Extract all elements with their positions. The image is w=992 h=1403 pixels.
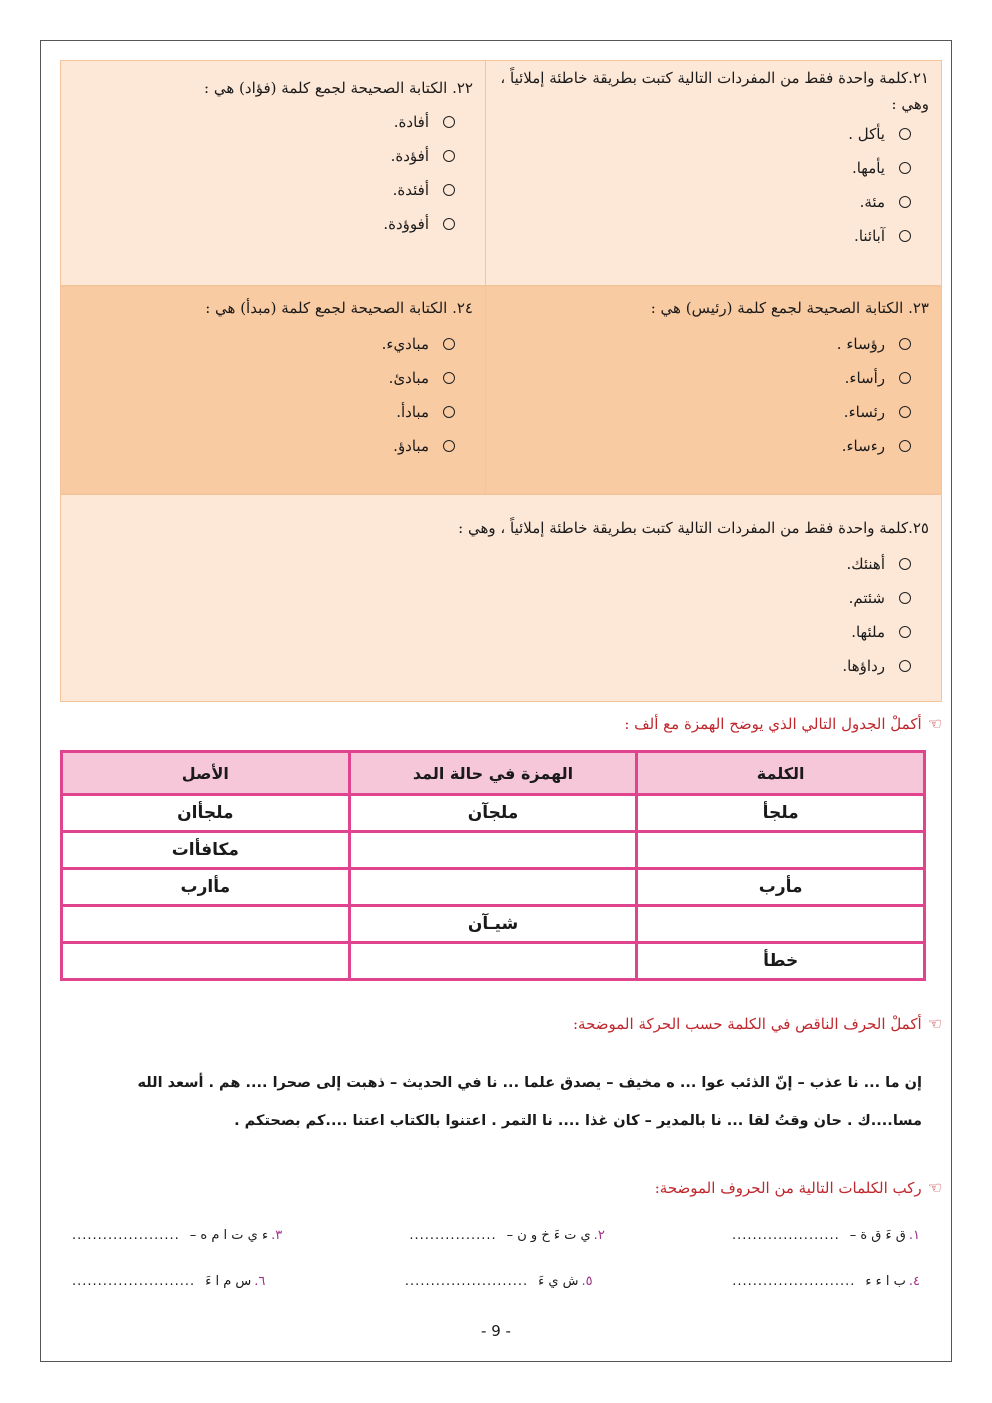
compose-instruction: ☜ ركب الكلمات التالية من الحروف الموضحة: bbox=[654, 1178, 942, 1197]
radio-icon[interactable] bbox=[899, 592, 911, 604]
table-cell[interactable]: مكافأات bbox=[62, 832, 350, 869]
option[interactable]: أهنئك. bbox=[61, 547, 941, 581]
missing-letter-line-1: إن ما ... نا عذب – إنّ الذئب عوا ... ه مخيف – يصدق علما ... نا في الحديث – ذهبت إلى صحرا .... هم . أسعد الله bbox=[137, 1075, 922, 1091]
radio-icon[interactable] bbox=[443, 338, 455, 350]
hamza-table bbox=[60, 750, 926, 981]
compose-item[interactable]: ٦. س م ا ءَ ........................ bbox=[72, 1274, 266, 1289]
pointing-hand-icon: ☜ bbox=[927, 1014, 942, 1033]
question-21-text: ٢١.كلمة واحدة فقط من المفردات التالية كتبت بطريقة خاطئة إملائياً ، وهي : bbox=[500, 69, 929, 113]
radio-icon[interactable] bbox=[899, 660, 911, 672]
radio-icon[interactable] bbox=[443, 406, 455, 418]
radio-icon[interactable] bbox=[443, 218, 455, 230]
option[interactable]: أفئدة. bbox=[61, 173, 485, 207]
table-cell[interactable]: مأرب bbox=[637, 869, 925, 906]
option[interactable]: مئة. bbox=[486, 185, 941, 219]
question-23-text: ٢٣. الكتابة الصحيحة لجمع كلمة (رئيس) هي : bbox=[650, 299, 929, 317]
option[interactable]: يأمها. bbox=[486, 151, 941, 185]
table-cell[interactable]: خطأ bbox=[637, 943, 925, 980]
radio-icon[interactable] bbox=[899, 230, 911, 242]
option[interactable]: أفؤدة. bbox=[61, 139, 485, 173]
compose-item[interactable]: ٤. ب ا ء ء ........................ bbox=[732, 1274, 920, 1289]
table-cell[interactable] bbox=[637, 832, 925, 869]
pointing-hand-icon: ☜ bbox=[927, 1178, 942, 1197]
option[interactable]: أفوؤدة. bbox=[61, 207, 485, 241]
radio-icon[interactable] bbox=[899, 196, 911, 208]
radio-icon[interactable] bbox=[443, 372, 455, 384]
radio-icon[interactable] bbox=[899, 338, 911, 350]
table-cell[interactable] bbox=[637, 906, 925, 943]
question-25 bbox=[61, 495, 941, 701]
option[interactable]: رداؤها. bbox=[61, 649, 941, 683]
table-instruction: ☜ أكملْ الجدول التالي الذي يوضح الهمزة مع ألف : bbox=[624, 714, 942, 733]
table-cell[interactable]: ملجآن bbox=[349, 795, 637, 832]
compose-item[interactable]: ٣. ء ي ت ا م ه – ..................... bbox=[72, 1228, 283, 1243]
option[interactable]: أفادة. bbox=[61, 105, 485, 139]
option[interactable]: مبادئ. bbox=[61, 361, 485, 395]
option[interactable]: مبادأ. bbox=[61, 395, 485, 429]
radio-icon[interactable] bbox=[443, 184, 455, 196]
question-22 bbox=[61, 61, 486, 285]
missing-letter-line-2: مسا....ك . حان وقتُ لقا ... نا بالمدير – كان غذا .... نا التمر . اعتنوا بالكتاب اعتنا ....كم بصحتكم . bbox=[234, 1113, 922, 1129]
question-24-text: ٢٤. الكتابة الصحيحة لجمع كلمة (مبدأ) هي : bbox=[205, 299, 473, 317]
page-number: - 9 - bbox=[481, 1322, 511, 1340]
option[interactable]: ملئها. bbox=[61, 615, 941, 649]
option[interactable]: رأساء. bbox=[486, 361, 941, 395]
table-row bbox=[62, 795, 925, 832]
table-cell[interactable]: ملجأ bbox=[637, 795, 925, 832]
option[interactable]: آبائنا. bbox=[486, 219, 941, 253]
table-cell[interactable] bbox=[349, 832, 637, 869]
option[interactable]: رؤساء . bbox=[486, 327, 941, 361]
option[interactable]: مبادؤ. bbox=[61, 429, 485, 463]
question-row-3 bbox=[60, 494, 942, 702]
table-cell[interactable] bbox=[62, 906, 350, 943]
missing-letter-instruction: ☜ أكملْ الحرف الناقص في الكلمة حسب الحركة الموضحة: bbox=[573, 1014, 942, 1033]
header-word: الكلمة bbox=[637, 752, 925, 795]
question-23 bbox=[486, 287, 941, 493]
header-origin: الأصل bbox=[62, 752, 350, 795]
option[interactable]: يأكل . bbox=[486, 117, 941, 151]
table-cell[interactable]: مأارب bbox=[62, 869, 350, 906]
compose-row-2 bbox=[72, 1274, 920, 1289]
compose-item[interactable]: ٥. ش ي ءَ ........................ bbox=[404, 1274, 593, 1289]
compose-row-1 bbox=[72, 1228, 920, 1243]
radio-icon[interactable] bbox=[443, 150, 455, 162]
pointing-hand-icon: ☜ bbox=[927, 714, 942, 733]
table-cell[interactable] bbox=[349, 943, 637, 980]
question-row-2 bbox=[60, 286, 942, 494]
radio-icon[interactable] bbox=[899, 372, 911, 384]
table-row bbox=[62, 906, 925, 943]
radio-icon[interactable] bbox=[899, 128, 911, 140]
option[interactable]: رءساء. bbox=[486, 429, 941, 463]
radio-icon[interactable] bbox=[443, 440, 455, 452]
radio-icon[interactable] bbox=[443, 116, 455, 128]
missing-letter-paragraph bbox=[72, 1064, 922, 1140]
compose-item[interactable]: ٢. ي ت ءَ خ و ن – ................. bbox=[409, 1228, 605, 1243]
table-cell[interactable]: ملجأان bbox=[62, 795, 350, 832]
header-madd: الهمزة في حالة المد bbox=[349, 752, 637, 795]
option[interactable]: رئساء. bbox=[486, 395, 941, 429]
radio-icon[interactable] bbox=[899, 558, 911, 570]
radio-icon[interactable] bbox=[899, 162, 911, 174]
table-header-row bbox=[62, 752, 925, 795]
table-cell[interactable] bbox=[349, 869, 637, 906]
radio-icon[interactable] bbox=[899, 626, 911, 638]
table-row bbox=[62, 832, 925, 869]
table-cell[interactable]: شيـآن bbox=[349, 906, 637, 943]
question-21 bbox=[486, 61, 941, 285]
question-25-text: ٢٥.كلمة واحدة فقط من المفردات التالية كتبت بطريقة خاطئة إملائياً ، وهي : bbox=[458, 519, 929, 537]
question-24 bbox=[61, 287, 486, 493]
radio-icon[interactable] bbox=[899, 406, 911, 418]
option[interactable]: مباديء. bbox=[61, 327, 485, 361]
table-row bbox=[62, 943, 925, 980]
question-22-text: ٢٢. الكتابة الصحيحة لجمع كلمة (فؤاد) هي : bbox=[204, 79, 473, 97]
table-row bbox=[62, 869, 925, 906]
question-row-1 bbox=[60, 60, 942, 286]
radio-icon[interactable] bbox=[899, 440, 911, 452]
option[interactable]: شئتم. bbox=[61, 581, 941, 615]
compose-item[interactable]: ١. ق ءَ ق ة – ..................... bbox=[731, 1228, 920, 1243]
table-cell[interactable] bbox=[62, 943, 350, 980]
